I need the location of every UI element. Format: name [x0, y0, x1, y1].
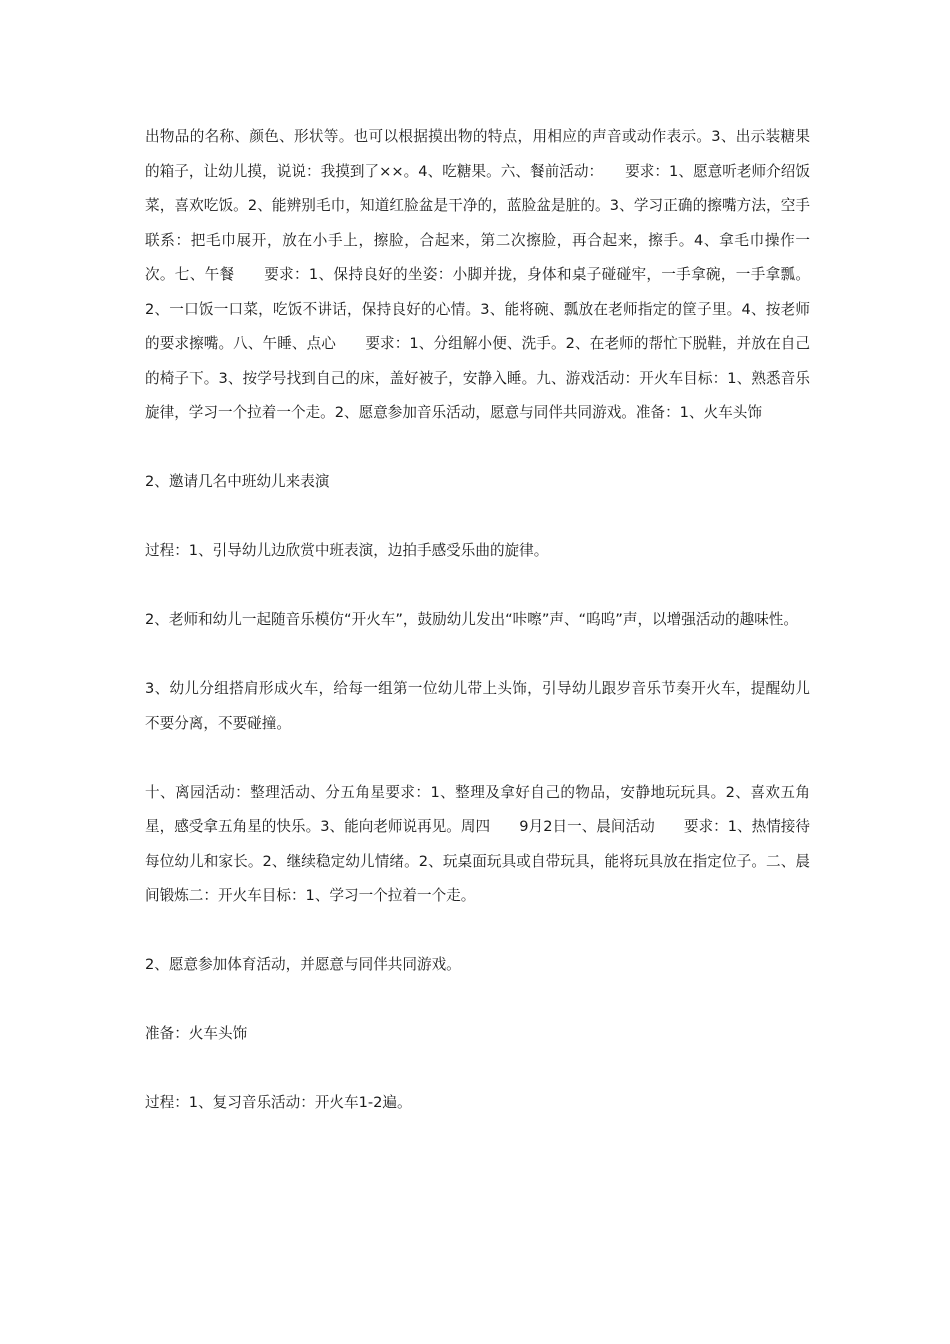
paragraph-gap [145, 741, 810, 776]
document-page [145, 120, 810, 1121]
paragraph-preparation: 准备：火车头饰 [145, 1025, 248, 1042]
paragraph-invite: 2、邀请几名中班幼儿来表演 [145, 473, 330, 490]
paragraph-process-review: 过程：1、复习音乐活动：开火车1-2遍。 [145, 1094, 412, 1111]
paragraph-gap [145, 638, 810, 673]
paragraph-gap [145, 983, 810, 1018]
paragraph-activities-1: 出物品的名称、颜色、形状等。也可以根据摸出物的特点，用相应的声音或动作表示。3、出示装糖果的箱子，让幼儿摸，说说：我摸到了××。4、吃糖果。六、餐前活动： 要求：1、愿意听老师介绍饭菜，喜欢吃饭。2、能辨别毛巾，知道红脸盆是干净的，蓝脸盆是脏的。3、学习正确的擦嘴方法，空手联系：把毛巾展开，放在小手上，擦脸，合起来，第二次擦脸，再合起来，擦手。4、拿毛巾操作一次。七、午餐 要求：1、保持良好的坐姿：小脚并拢，身体和桌子碰碰牢，一手拿碗，一手拿瓢。2、一口饭一口菜，吃饭不讲话，保持良好的心情。3、能将碗、瓢放在老师指定的筐子里。4、按老师的要求擦嘴。八、午睡、点心 要求：1、分组解小便、洗手。2、在老师的帮忙下脱鞋，并放在自己的椅子下。3、按学号找到自己的床，盖好被子，安静入睡。九、游戏活动：开火车目标：1、熟悉音乐旋律，学习一个拉着一个走。2、愿意参加音乐活动，愿意与同伴共同游戏。准备：1、火车头饰 [145, 128, 810, 421]
paragraph-gap [145, 431, 810, 466]
paragraph-process-2: 2、老师和幼儿一起随音乐模仿“开火车”，鼓励幼儿发出“咔嚓”声、“呜呜”声，以增强活动的趣味性。 [145, 611, 798, 628]
paragraph-gap [145, 1052, 810, 1087]
paragraph-gap [145, 500, 810, 535]
paragraph-gap [145, 569, 810, 604]
paragraph-goal-2: 2、愿意参加体育活动，并愿意与同伴共同游戏。 [145, 956, 461, 973]
paragraph-process-3: 3、幼儿分组搭肩形成火车，给每一组第一位幼儿带上头饰，引导幼儿跟岁音乐节奏开火车，提醒幼儿不要分离，不要碰撞。 [145, 680, 810, 732]
paragraph-leaving-activity: 十、离园活动：整理活动、分五角星要求：1、整理及拿好自己的物品，安静地玩玩具。2、喜欢五角星，感受拿五角星的快乐。3、能向老师说再见。周四 9月2日一、晨间活动 要求：1、热情接待每位幼儿和家长。2、继续稳定幼儿情绪。2、玩桌面玩具或自带玩具，能将玩具放在指定位子。二、晨间锻炼二：开火车目标：1、学习一个拉着一个走。 [145, 783, 810, 904]
paragraph-process-1: 过程：1、引导幼儿边欣赏中班表演，边拍手感受乐曲的旋律。 [145, 542, 549, 559]
paragraph-gap [145, 914, 810, 949]
